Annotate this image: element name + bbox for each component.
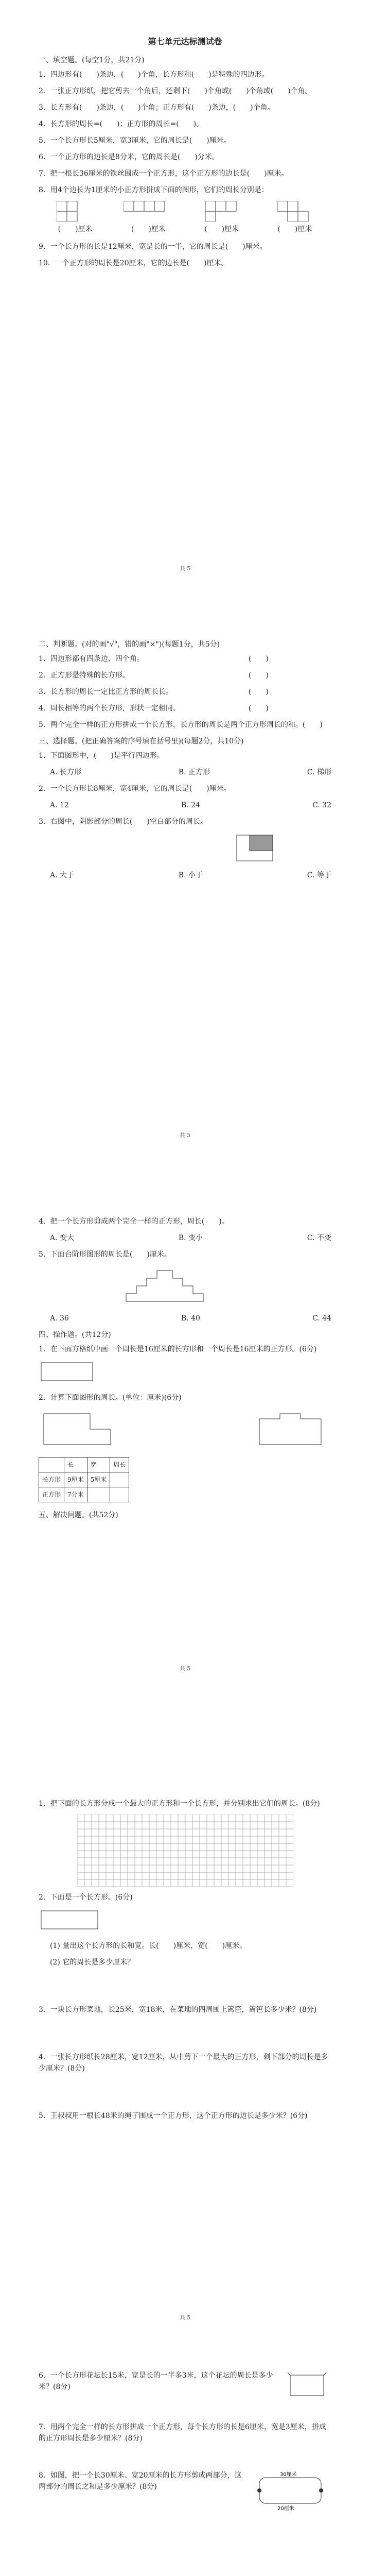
shaded-square-figure <box>234 833 280 863</box>
question: 7．用两个完全一样的长方形拼成一个正方形，每个长方形的长是6厘米，宽是3厘米，拼成的正方形周长是多少厘米？(8分) <box>39 2423 326 2443</box>
question: 5．下面台阶形图形的周长是( )厘米。 <box>39 1250 171 1259</box>
option: B. 40 <box>181 1314 200 1323</box>
option: B. 正方形 <box>178 768 210 776</box>
question: 3．右图中，阴影部分的周长( )空白部分的周长。 <box>39 818 207 826</box>
section-heading: 五、解决问题。(共52分) <box>39 1511 118 1519</box>
shape-3 <box>205 201 241 222</box>
table-header-cell: 长 <box>64 1458 87 1472</box>
page-footer: 共 5 <box>179 1132 191 1139</box>
section-heading: 三、选择题。(把正确答案的序号填在括号里)(每题2分，共10分) <box>39 737 244 745</box>
grid-paper-svg <box>77 1815 293 1887</box>
table-cell <box>110 1487 129 1502</box>
page-1 <box>0 36 370 274</box>
question: 2．计算下面图形的周长。(单位：厘米)(6分) <box>39 1394 182 1402</box>
table-cell: 7分米 <box>64 1487 87 1502</box>
notched-shape-figure <box>254 1409 331 1450</box>
question: 8．用4个边长为1厘米的小正方形拼成下面的图形，它们的周长分别是： <box>39 186 269 194</box>
options <box>39 870 331 881</box>
flowerbed-figure <box>285 2370 331 2401</box>
options <box>39 1232 331 1244</box>
options <box>39 800 331 811</box>
table-cell <box>87 1487 110 1502</box>
question: 4．周长相等的两个长方形，形状一定相同。 ( ) <box>39 704 269 713</box>
shape-2 <box>124 201 170 222</box>
page-title: 第七单元达标测试卷 <box>148 37 222 46</box>
question: 4．把一个长方形剪成两个完全一样的正方形，周长( )。 <box>39 1217 229 1226</box>
question: 3．长方形有( )条边，( )个角；正方形有( )条边，( )个角。 <box>39 104 275 112</box>
table-cell: 正方形 <box>39 1487 64 1502</box>
perimeter-table <box>39 1457 129 1502</box>
option: A. 12 <box>50 801 69 809</box>
question: 1．在下面方格纸中画一个周长是16厘米的长方形和一个周长是16厘米的正方形。(6分) <box>39 1345 317 1353</box>
question: 10．一个正方形的周长是20厘米，它的边长是( )厘米。 <box>39 259 228 267</box>
shape-1 <box>57 201 87 222</box>
question: 4．长方形的周长=( )；正方形的周长=( )。 <box>39 120 204 128</box>
question: 1．四边形都有四条边、四个角。 ( ) <box>39 655 269 663</box>
table-cell: 长方形 <box>39 1472 64 1487</box>
label-width: 20厘米 <box>277 2506 294 2511</box>
table-cell: 9厘米 <box>64 1472 87 1487</box>
option: C. 梯形 <box>307 768 331 776</box>
page-2 <box>0 634 370 886</box>
section-heading: 一、填空题。(每空1分，共21分) <box>39 56 145 64</box>
option: C. 不变 <box>307 1234 331 1242</box>
question: 5．王叔叔用一根长48米的绳子围成一个正方形，这个正方形的边长是多少米？(6分) <box>39 2112 308 2120</box>
option: A. 36 <box>50 1314 69 1323</box>
question: 1．下面图形中，( )是平行四边形。 <box>39 752 164 760</box>
question: 6．一个长方形花坛长15米，宽是长的一半多3米，这个花坛的周长是多少米？(8分) <box>39 2371 273 2391</box>
shape-4 <box>277 201 313 222</box>
composite-figures <box>39 1409 331 1450</box>
caption: ( )厘米 <box>204 225 239 233</box>
question: 2．正方形是特殊的长方形。 ( ) <box>39 671 269 680</box>
section-heading: 二、判断题。(对的画"√"，错的画"×")(每题1分，共5分) <box>39 640 220 649</box>
staircase-figure <box>121 1265 224 1307</box>
question: 6．一个正方形的边长是8分米，它的周长是( )分米。 <box>39 153 219 161</box>
table-cell: 5厘米 <box>87 1472 110 1487</box>
label-length: 30厘米 <box>280 2472 297 2478</box>
page-5 <box>0 2370 370 2511</box>
question: 3．长方形的周长一定比正方形的周长长。 ( ) <box>39 688 269 696</box>
question: 5．一个长方形长5厘米，宽3厘米，它的周长是( )厘米。 <box>39 137 231 145</box>
question: (1) 量出这个长方形的长和宽。长( )厘米，宽( )厘米。 <box>50 1942 247 1950</box>
option: B. 24 <box>181 801 200 809</box>
question: 2．下面是一个长方形。(6分) <box>39 1893 133 1902</box>
question: 1．四边形有( )条边，( )个角，长方形和( )是特殊的四边形。 <box>39 71 269 79</box>
option: C. 等于 <box>307 871 331 879</box>
cut-rectangle-figure <box>249 2470 331 2511</box>
question: 2．一张正方形纸，把它剪去一个角后，还剩下( )个角或( )个角或( )个角。 <box>39 87 312 95</box>
page-footer: 共 5 <box>179 565 191 572</box>
option: C. 32 <box>312 801 331 809</box>
shape-captions <box>39 224 331 235</box>
table-header-cell: 宽 <box>87 1458 110 1472</box>
option: A. 大于 <box>50 871 75 879</box>
question: 5．两个完全一样的正方形拼成一个长方形，长方形的周长是两个正方形周长的和。( ) <box>39 721 323 729</box>
option: A. 长方形 <box>50 768 82 776</box>
table-header-cell: 周长 <box>110 1458 129 1472</box>
option: A. 变大 <box>50 1234 75 1242</box>
rectangle-figure <box>39 1360 100 1386</box>
page-footer: 共 5 <box>179 1665 191 1672</box>
square-shapes-figure <box>39 201 331 222</box>
question: 1．把下面的长方形分成一个最大的正方形和一个长方形，并分别求出它们的周长。(8分) <box>39 1800 320 1808</box>
option: C. 44 <box>312 1314 331 1323</box>
options <box>39 767 331 778</box>
page-3 <box>0 1216 370 1524</box>
section-heading: 四、操作题。(共12分) <box>39 1331 111 1339</box>
question: 3．一块长方形菜地，长25米，宽18米，在菜地的四周围上篱笆，篱笆长多少米？(8分) <box>39 2006 317 2014</box>
question: (2) 它的周长是多少厘米？ <box>50 1958 135 1967</box>
question: 8．如图，把一个长30厘米、宽20厘米的长方形剪成两部分，这两部分的周长之和是多少厘米？(8分) <box>39 2471 242 2491</box>
option: B. 小于 <box>178 871 203 879</box>
question: 4．一张长方形纸长28厘米，宽12厘米，从中剪下一个最大的正方形，剩下部分的周长是多少厘米？(8分) <box>39 2053 328 2073</box>
page-4 <box>0 1798 370 2127</box>
l-shape-figure <box>39 1409 116 1450</box>
question: 7．把一根长36厘米的铁丝围成一个正方形，这个正方形的边长是( )厘米。 <box>39 170 289 178</box>
question: 2．一个长方形长8厘米，宽4厘米，它的周长是( )厘米。 <box>39 785 231 793</box>
question: 9．一个长方形的长是12厘米，宽是长的一半，它的周长是( )厘米。 <box>39 243 267 251</box>
option: B. 变小 <box>178 1234 203 1242</box>
rectangle-figure <box>39 1908 111 1934</box>
table-cell <box>110 1472 129 1487</box>
page-footer: 共 5 <box>179 2314 191 2321</box>
caption: ( )厘米 <box>58 225 93 233</box>
caption: ( )厘米 <box>277 225 312 233</box>
grid-paper <box>39 1815 331 1887</box>
table-header-cell <box>39 1458 64 1472</box>
options <box>39 1313 331 1324</box>
caption: ( )厘米 <box>131 225 166 233</box>
